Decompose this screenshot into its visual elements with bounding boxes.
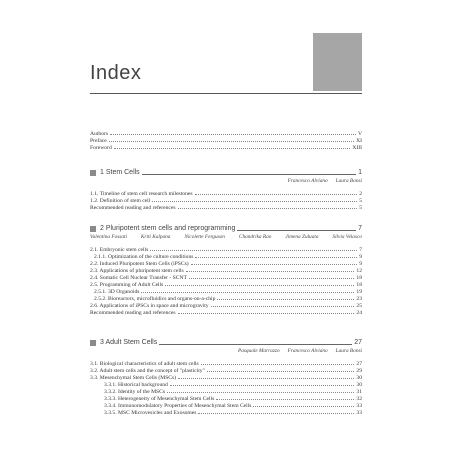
dot-leader [178, 203, 358, 209]
dot-leader [170, 380, 355, 386]
chapter-square-icon [90, 170, 96, 176]
entry-page: 30 [356, 382, 362, 388]
author: Laura Bonsi [335, 348, 362, 354]
dot-leader [109, 136, 354, 142]
entry-label: 2.1.1. Optimization of the culture conditions [94, 254, 194, 260]
dot-leader [178, 373, 354, 379]
toc-entry[interactable] [90, 203, 362, 210]
chapter-page: 1 [358, 169, 362, 176]
entry-label: Authors [90, 131, 109, 137]
chapter-title: 3 Adult Stem Cells [100, 339, 158, 346]
entry-page: 24 [356, 310, 362, 316]
toc-entry[interactable] [90, 196, 362, 203]
chapter-heading[interactable] [90, 224, 362, 233]
toc-entry[interactable] [90, 301, 362, 308]
dot-leader [110, 129, 356, 135]
entry-label: 3.3.1. Historical background [104, 382, 168, 388]
entry-page: 12 [356, 268, 362, 274]
entry-label: 3.3. Mesenchymal Stem Cells (MSCs) [90, 375, 177, 381]
chapter-tab-marker [313, 33, 362, 91]
toc-entry[interactable] [90, 143, 362, 150]
dot-leader [216, 394, 354, 400]
dot-leader [114, 143, 351, 149]
entry-label: 3.1. Biological characteristics of adult stem cells [90, 361, 199, 367]
toc-entry[interactable] [90, 273, 362, 280]
toc-entry[interactable] [90, 280, 362, 287]
entry-page: 29 [356, 368, 362, 374]
toc-entry[interactable] [90, 129, 362, 136]
dot-leader [195, 189, 358, 195]
page-title: Index [90, 62, 142, 84]
title-rule [90, 93, 362, 94]
toc-entry[interactable] [90, 189, 362, 196]
entry-label: 2.4. Somatic Cell Nuclear Transfer - SCNT [90, 275, 187, 281]
author: Valentina Fossati [90, 234, 127, 240]
chapter-square-icon [90, 226, 96, 232]
toc-entry[interactable] [90, 366, 362, 373]
entry-page: 23 [356, 296, 362, 302]
chapter-rule [159, 340, 352, 345]
dot-leader [150, 245, 357, 251]
entry-label: 2.2. Induced Pluripotent Stem Cells (iPSCs) [90, 261, 189, 267]
entry-page: 9 [359, 261, 362, 267]
entry-page: 19 [356, 289, 362, 295]
chapter-authors [90, 233, 362, 241]
entry-page: 9 [359, 254, 362, 260]
entry-label: 3.3.3. Heterogeneity of Mesenchymal Stem Cells [104, 396, 215, 402]
dot-leader [201, 359, 355, 365]
toc-entry[interactable] [90, 287, 362, 294]
chapter-heading[interactable] [90, 168, 362, 177]
entry-label: 2.5. Programming of Adult Cells [90, 282, 164, 288]
entry-label: 2.1. Embryonic stem cells [90, 247, 149, 253]
entry-page: V [357, 131, 362, 137]
entry-page: 32 [356, 396, 362, 402]
dot-leader [141, 287, 354, 293]
author: Francesco Alviano [287, 348, 328, 354]
dot-leader [195, 252, 357, 258]
entry-label: Preface [90, 138, 107, 144]
chapter-2 [90, 224, 362, 315]
entry-label: Recommended reading and references [90, 205, 176, 211]
dot-leader [167, 387, 354, 393]
toc-entry[interactable] [90, 266, 362, 273]
entry-page: 18 [356, 282, 362, 288]
entry-page: 33 [356, 410, 362, 416]
dot-leader [186, 266, 355, 272]
entry-page: 25 [356, 303, 362, 309]
toc-entry[interactable] [90, 252, 362, 259]
chapter-page: 7 [358, 225, 362, 232]
chapter-square-icon [90, 340, 96, 346]
entry-label: 2.5.1. 3D Organoids [94, 289, 140, 295]
toc-entry[interactable] [90, 245, 362, 252]
entry-page: 5 [359, 205, 362, 211]
entry-label: Foreword [90, 145, 112, 151]
toc-entry[interactable] [90, 380, 362, 387]
front-matter-list [90, 129, 362, 150]
dot-leader [211, 301, 355, 307]
author: Silvia Velasco [332, 234, 362, 240]
toc-entry[interactable] [90, 136, 362, 143]
dot-leader [189, 273, 354, 279]
toc-entry[interactable] [90, 387, 362, 394]
toc-entry[interactable] [90, 359, 362, 366]
chapter-title: 1 Stem Cells [100, 169, 140, 176]
entry-page: 5 [359, 198, 362, 204]
toc-entry[interactable] [90, 259, 362, 266]
chapter-page: 27 [354, 339, 362, 346]
entry-label: 2.6. Applications of iPSCs in space and microgravity [90, 303, 209, 309]
toc-entry[interactable] [90, 294, 362, 301]
entry-page: XI [356, 138, 362, 144]
author: Nicolette Ferguson [184, 234, 225, 240]
dot-leader [152, 196, 357, 202]
dot-leader [217, 294, 354, 300]
dot-leader [178, 308, 355, 314]
author: Kriti Kalpana [140, 234, 171, 240]
chapter-heading[interactable] [90, 338, 362, 347]
dot-leader [198, 408, 354, 414]
chapter-authors [90, 177, 362, 185]
entry-page: 33 [356, 403, 362, 409]
entry-page: XIII [352, 145, 362, 151]
toc-entry[interactable] [90, 373, 362, 380]
entry-label: 3.2. Adult stem cells and the concept of "plasticity" [90, 368, 205, 374]
entry-label: 3.3.5. MSC Microvesicles and Exosomes [104, 410, 197, 416]
toc-entry[interactable] [90, 401, 362, 408]
toc-entry[interactable] [90, 408, 362, 415]
entry-page: 7 [359, 247, 362, 253]
chapter-title: 2 Pluripotent stem cells and reprogramming [100, 225, 236, 232]
dot-leader [165, 280, 354, 286]
dot-leader [191, 259, 358, 265]
entry-page: 30 [356, 375, 362, 381]
entry-label: 3.3.4. Immunomodulatory Properties of Mesenchymal Stem Cells [104, 403, 252, 409]
entry-page: 18 [356, 275, 362, 281]
entry-label: 2.5.2. Bioreactors, microfluidics and organs-on-a-chip [94, 296, 216, 302]
author: Jimena Zuluata [285, 234, 319, 240]
author: Laura Bonsi [335, 178, 362, 184]
entry-page: 2 [359, 191, 362, 197]
entry-label: Recommended reading and references [90, 310, 176, 316]
toc-entry[interactable] [90, 394, 362, 401]
entry-page: 31 [356, 389, 362, 395]
entry-label: 2.3. Applications of pluripotent stem cells [90, 268, 184, 274]
author: Chandrika Rao [238, 234, 272, 240]
entry-label: 1.1. Timeline of stem cell research milestones [90, 191, 193, 197]
chapter-rule [237, 226, 356, 231]
dot-leader [207, 366, 355, 372]
toc-entry[interactable] [90, 308, 362, 315]
chapter-authors [90, 347, 362, 355]
chapter-3 [90, 338, 362, 415]
dot-leader [253, 401, 354, 407]
entry-page: 27 [356, 361, 362, 367]
chapter-1 [90, 168, 362, 210]
chapter-rule [142, 170, 356, 175]
author: Francesco Alviano [287, 178, 328, 184]
entry-label: 3.3.2. Identity of the MSCs [104, 389, 166, 395]
entry-label: 1.2. Definition of stem cell [90, 198, 151, 204]
author: Pasquale Marrazzo [237, 348, 280, 354]
